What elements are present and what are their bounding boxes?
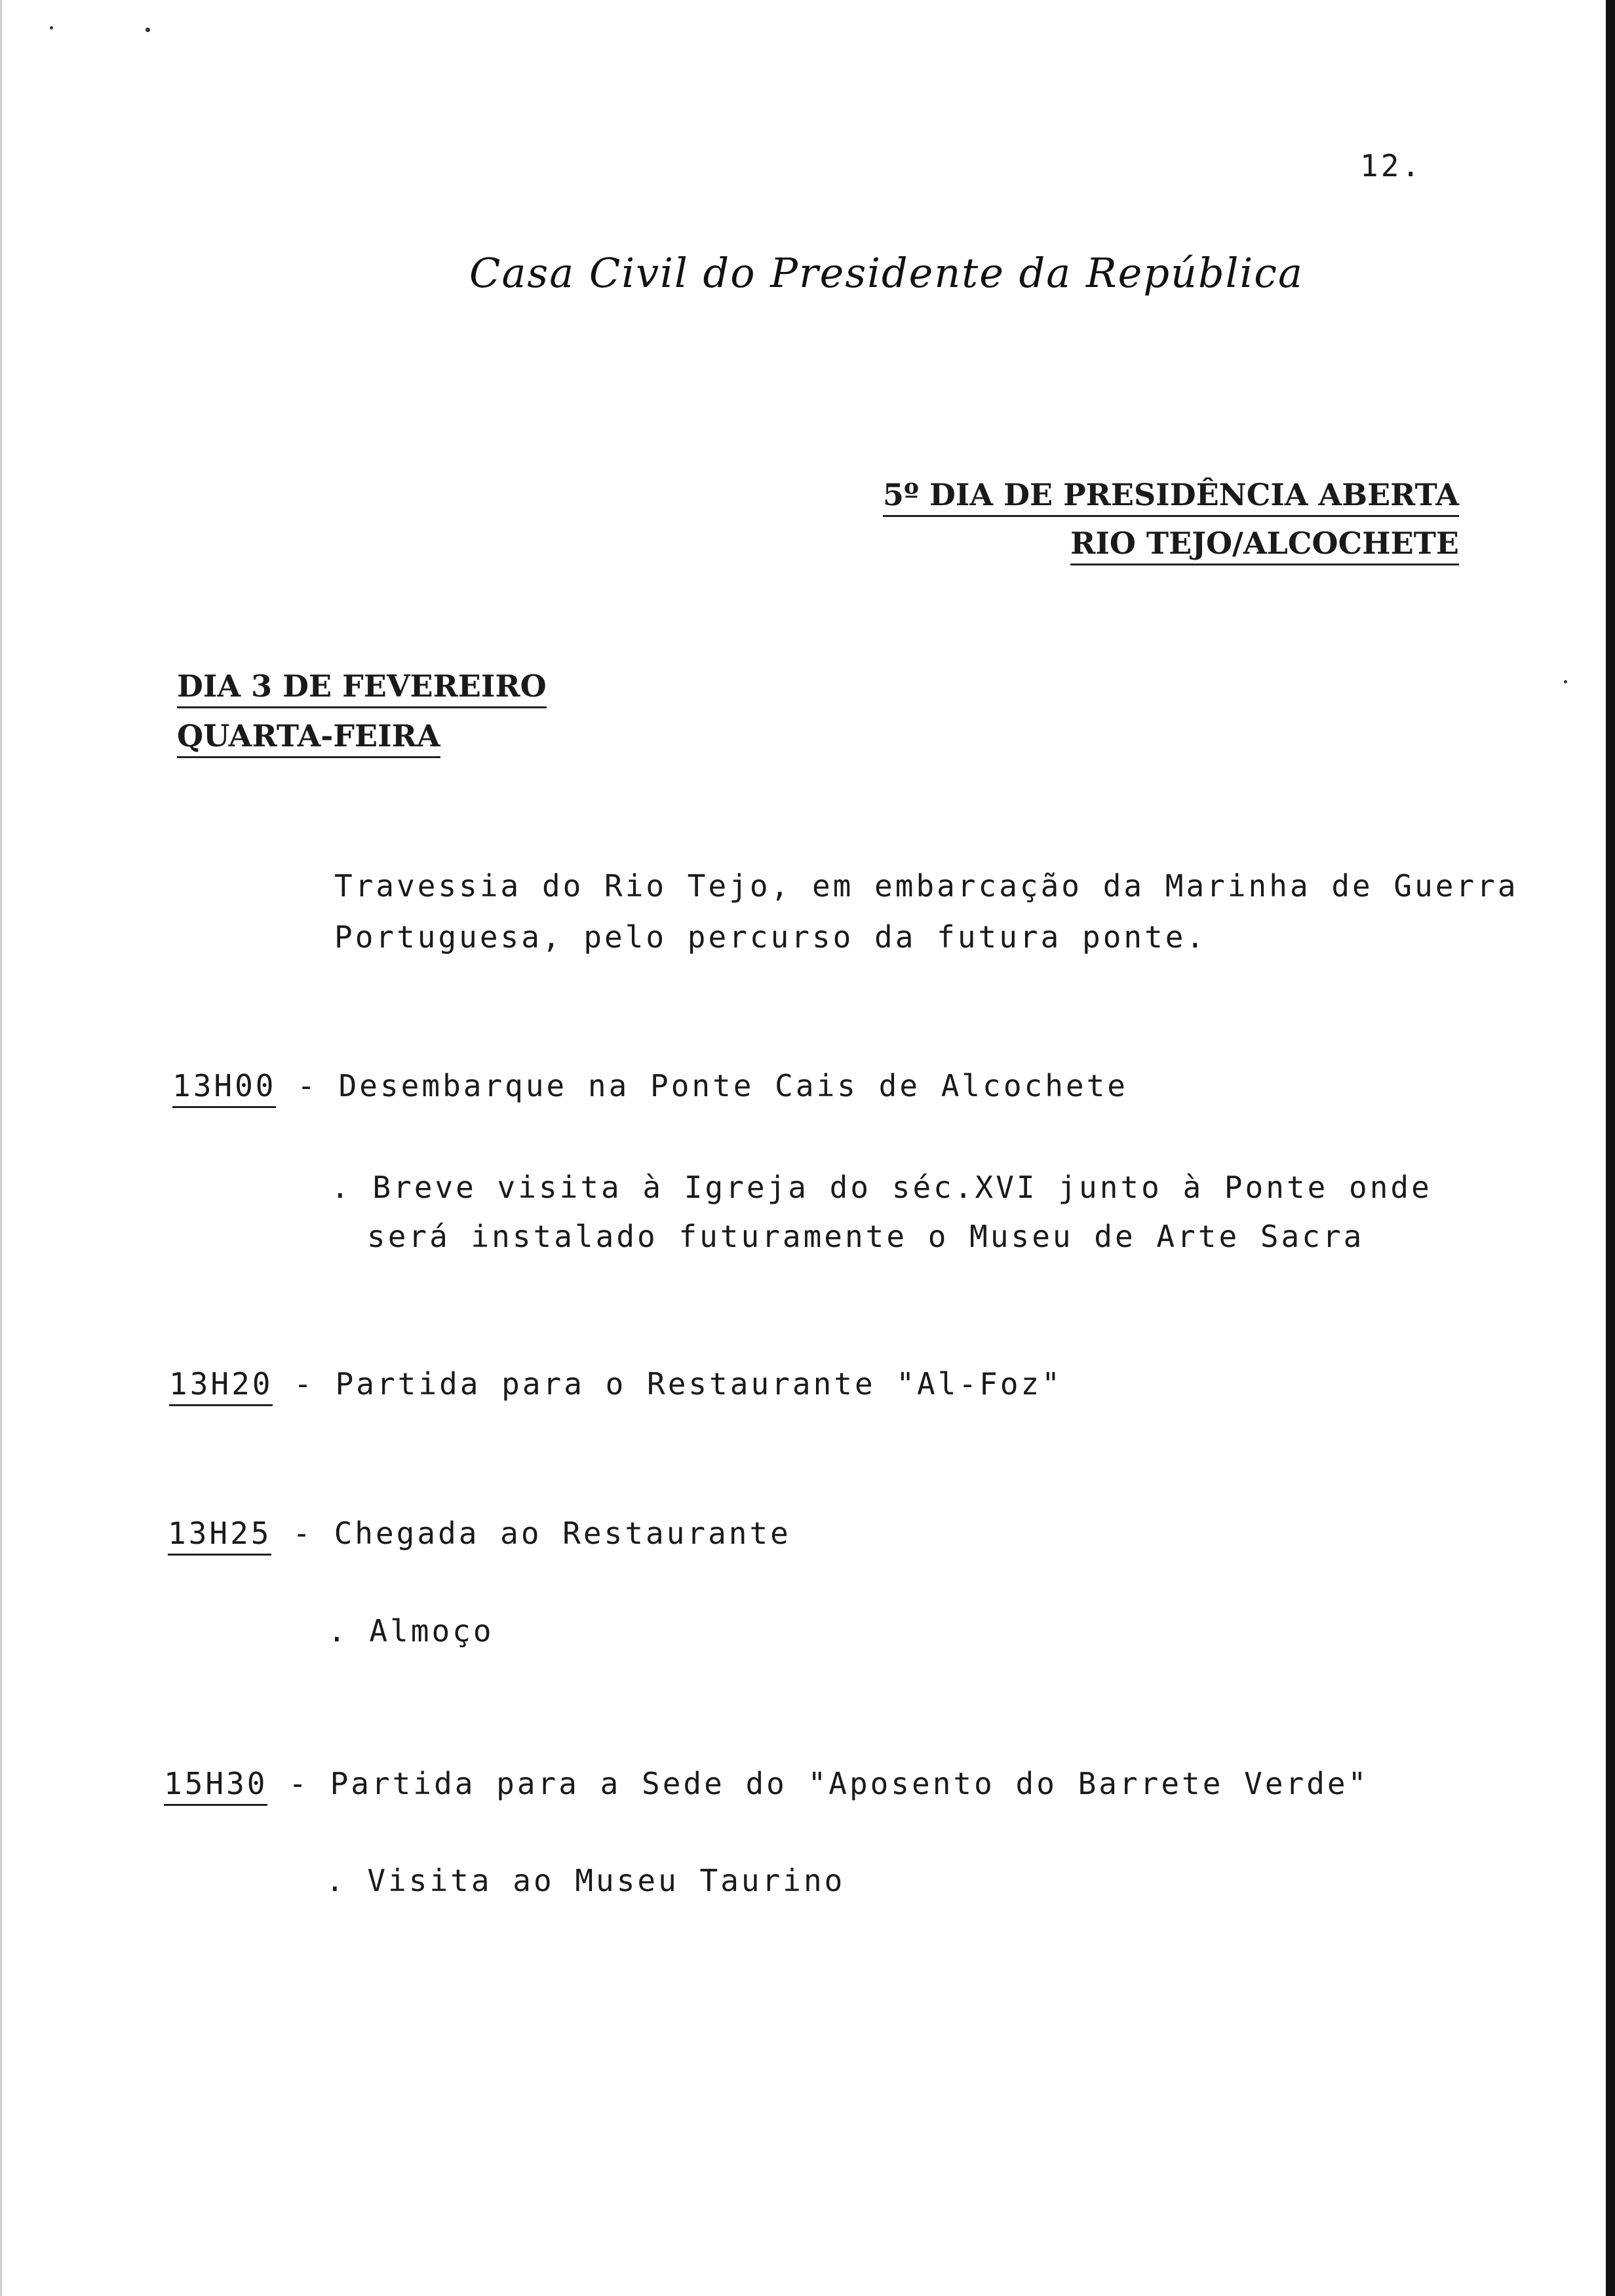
scan-speck [50, 26, 53, 29]
intro-line2: Portuguesa, pelo percurso da futura ponte. [334, 919, 1207, 955]
lunch-note: . Almoço [328, 1613, 494, 1649]
schedule-item [168, 1516, 791, 1551]
date-weekday: QUARTA-FEIRA [177, 718, 440, 758]
schedule-time: 15H30 [164, 1766, 267, 1806]
schedule-dash: - [292, 1516, 313, 1551]
schedule-item [164, 1766, 1369, 1801]
museum-note: . Visita ao Museu Taurino [326, 1863, 846, 1898]
schedule-text: Chegada ao Restaurante [334, 1516, 791, 1551]
page-number: 12. [1360, 148, 1423, 183]
heading-line2: RIO TEJO/ALCOCHETE [1070, 526, 1459, 565]
schedule-text: Partida para o Restaurante "Al-Foz" [335, 1366, 1062, 1402]
scan-right-edge [1606, 0, 1615, 2296]
schedule-text: Desembarque na Ponte Cais de Alcochete [338, 1068, 1128, 1103]
date-day: DIA 3 DE FEVEREIRO [177, 668, 547, 708]
intro-line1: Travessia do Rio Tejo, em embarcação da Marinha de Guerra [334, 868, 1519, 904]
schedule-text: Partida para a Sede do "Aposento do Barrete Verde" [330, 1766, 1369, 1801]
schedule-dash: - [294, 1366, 315, 1402]
scan-speck [1564, 680, 1567, 683]
visit-note-line2: será instalado futuramente o Museu de Arte Sacra [367, 1219, 1365, 1254]
scan-speck [146, 28, 150, 32]
heading-line1: 5º DIA DE PRESIDÊNCIA ABERTA [883, 477, 1459, 517]
scan-left-edge [0, 0, 2, 2296]
schedule-item [172, 1068, 1128, 1103]
schedule-time: 13H00 [172, 1068, 276, 1108]
schedule-dash: - [297, 1068, 318, 1103]
schedule-time: 13H25 [168, 1516, 271, 1556]
letterhead: Casa Civil do Presidente da República [469, 249, 1304, 297]
visit-note-line1: . Breve visita à Igreja do séc.XVI junto à Ponte onde [331, 1170, 1432, 1205]
schedule-item [169, 1366, 1062, 1402]
schedule-dash: - [288, 1766, 309, 1801]
schedule-time: 13H20 [169, 1366, 273, 1406]
